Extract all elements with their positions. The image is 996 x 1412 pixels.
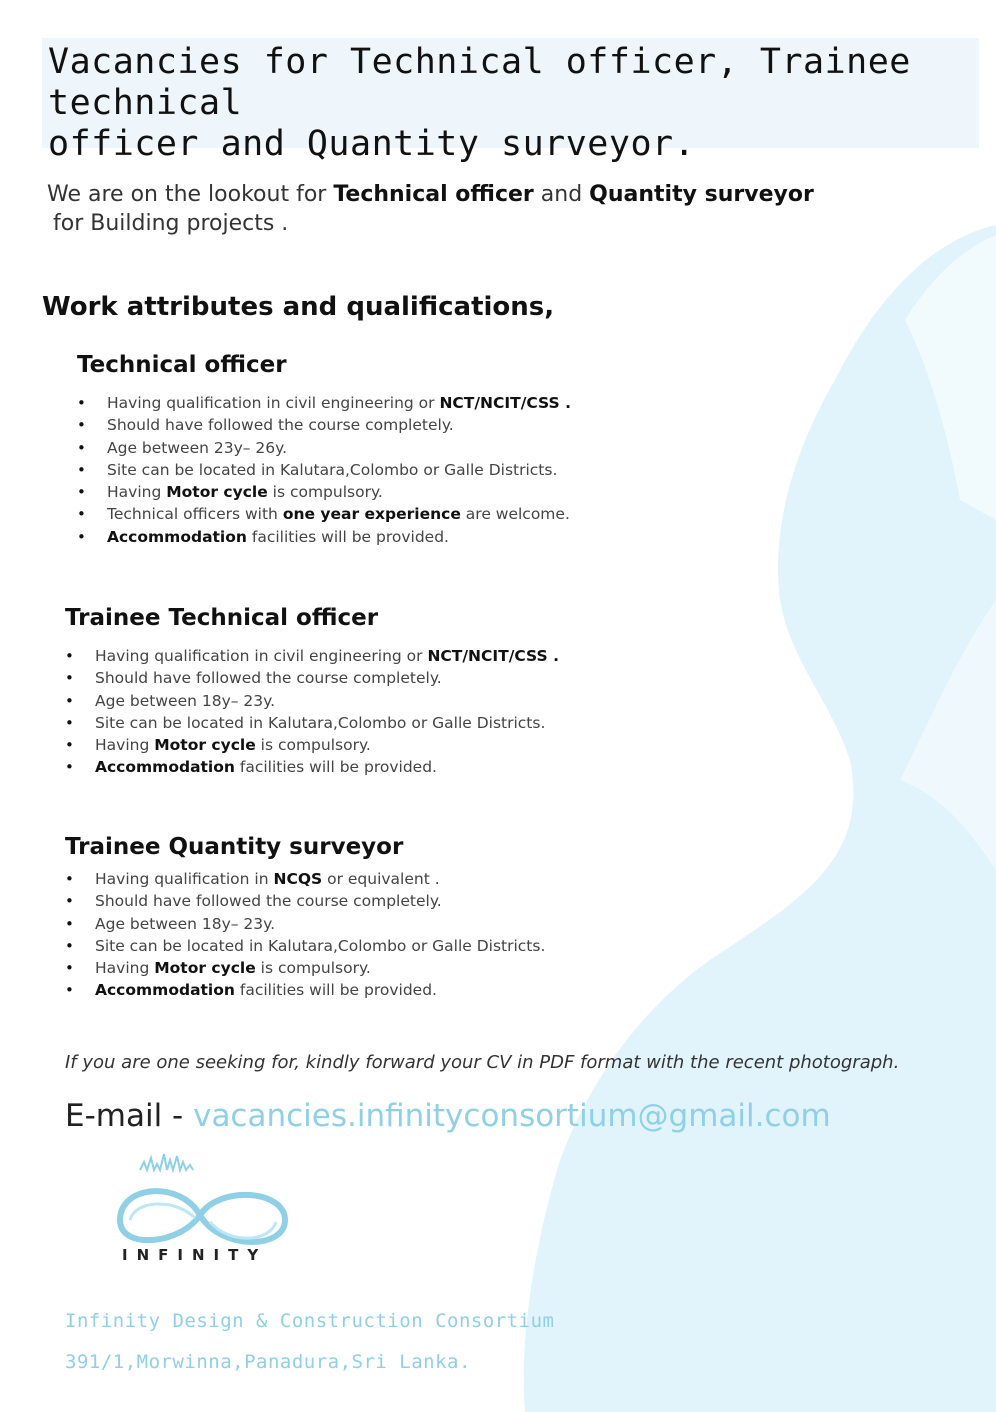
item-text: Age between 18y– 23y. (95, 691, 276, 710)
list-item (65, 868, 545, 890)
item-text: Site can be located in Kalutara,Colombo or Galle Districts. (95, 713, 546, 732)
item-text: Having qualification in civil engineering or (107, 394, 440, 412)
trainee-quantity-surveyor-section (65, 834, 545, 1002)
item-text-after: are welcome. (460, 505, 570, 524)
intro-technical-officer: Technical officer (333, 182, 534, 207)
item-bold: Motor cycle (166, 483, 268, 502)
section-heading: Work attributes and qualifications, (42, 292, 555, 322)
item-text: Site can be located in Kalutara,Colombo or Galle Districts. (95, 936, 546, 955)
list-item (65, 645, 559, 667)
email-row (65, 1098, 831, 1134)
intro-text (47, 180, 927, 238)
item-text: Age between 23y– 26y. (107, 438, 288, 457)
trainee-technical-officer-list (65, 645, 559, 779)
logo-wordmark: INFINITY (122, 1246, 268, 1264)
list-item (77, 481, 571, 503)
item-text-after: facilities will be provided. (234, 981, 437, 1000)
item-bold: NCT/NCIT/CSS . (439, 394, 571, 412)
title-line-2: officer and Quantity surveyor. (48, 124, 696, 164)
item-text-after: facilities will be provided. (234, 758, 437, 777)
item-text: Should have followed the course completely. (95, 892, 442, 911)
list-item (65, 979, 545, 1001)
list-item (65, 712, 559, 734)
item-text-after: is compulsory. (255, 736, 371, 755)
technical-officer-list (77, 392, 571, 548)
list-item (77, 459, 571, 481)
item-bold: Motor cycle (154, 959, 256, 978)
list-item (77, 503, 571, 525)
email-link[interactable]: vacancies.infinityconsortium@gmail.com (193, 1098, 831, 1134)
intro-quantity-surveyor: Quantity surveyor (589, 182, 814, 207)
list-item (65, 734, 559, 756)
list-item (77, 414, 571, 436)
item-text: Having (95, 736, 155, 755)
title-line-1: Vacancies for Technical officer, Trainee technical (48, 42, 911, 123)
list-item (65, 690, 559, 712)
page-title (48, 42, 948, 165)
list-item (77, 437, 571, 459)
list-item (65, 890, 545, 912)
item-bold: one year experience (282, 505, 461, 524)
item-text-after: facilities will be provided. (246, 527, 449, 546)
item-text: Having qualification in (95, 870, 274, 888)
item-bold: NCQS (273, 870, 323, 888)
item-bold: NCT/NCIT/CSS . (427, 647, 559, 665)
cta-text: If you are one seeking for, kindly forward your CV in PDF format with the recent photograph. (65, 1052, 900, 1073)
item-text-after: is compulsory. (255, 959, 371, 978)
technical-officer-section (77, 352, 571, 548)
list-item (65, 756, 559, 778)
intro-part2: and (533, 182, 590, 207)
trainee-technical-officer-heading: Trainee Technical officer (65, 605, 379, 631)
item-text: Having qualification in civil engineering or (95, 647, 428, 665)
item-text: Site can be located in Kalutara,Colombo or Galle Districts. (107, 460, 558, 479)
footer-address: 391/1,Morwinna,Panadura,Sri Lanka. (65, 1351, 471, 1373)
item-text: Should have followed the course completely. (107, 416, 454, 435)
trainee-quantity-surveyor-heading: Trainee Quantity surveyor (65, 834, 404, 860)
list-item (65, 935, 545, 957)
footer-company: Infinity Design & Construction Consortium (65, 1310, 555, 1332)
intro-line2: for Building projects . (53, 211, 289, 236)
item-bold: Motor cycle (154, 736, 256, 755)
item-bold: Accommodation (95, 981, 235, 1000)
item-bold: Accommodation (107, 527, 247, 546)
item-text: Should have followed the course completely. (95, 669, 442, 688)
item-bold: Accommodation (95, 758, 235, 777)
email-label: E-mail - (65, 1098, 194, 1134)
item-text: Having (95, 959, 155, 978)
list-item (65, 667, 559, 689)
list-item (77, 526, 571, 548)
list-item (65, 913, 545, 935)
item-text: Age between 18y– 23y. (95, 914, 276, 933)
trainee-technical-officer-section (65, 605, 559, 779)
item-text: Technical officers with (107, 505, 283, 524)
item-text-after: is compulsory. (267, 483, 383, 502)
list-item (65, 957, 545, 979)
technical-officer-heading: Technical officer (77, 352, 287, 378)
item-text-after: or equivalent . (322, 870, 440, 888)
intro-part1: We are on the lookout for (47, 182, 334, 207)
list-item (77, 392, 571, 414)
trainee-quantity-surveyor-list (65, 868, 545, 1002)
item-text: Having (107, 483, 167, 502)
